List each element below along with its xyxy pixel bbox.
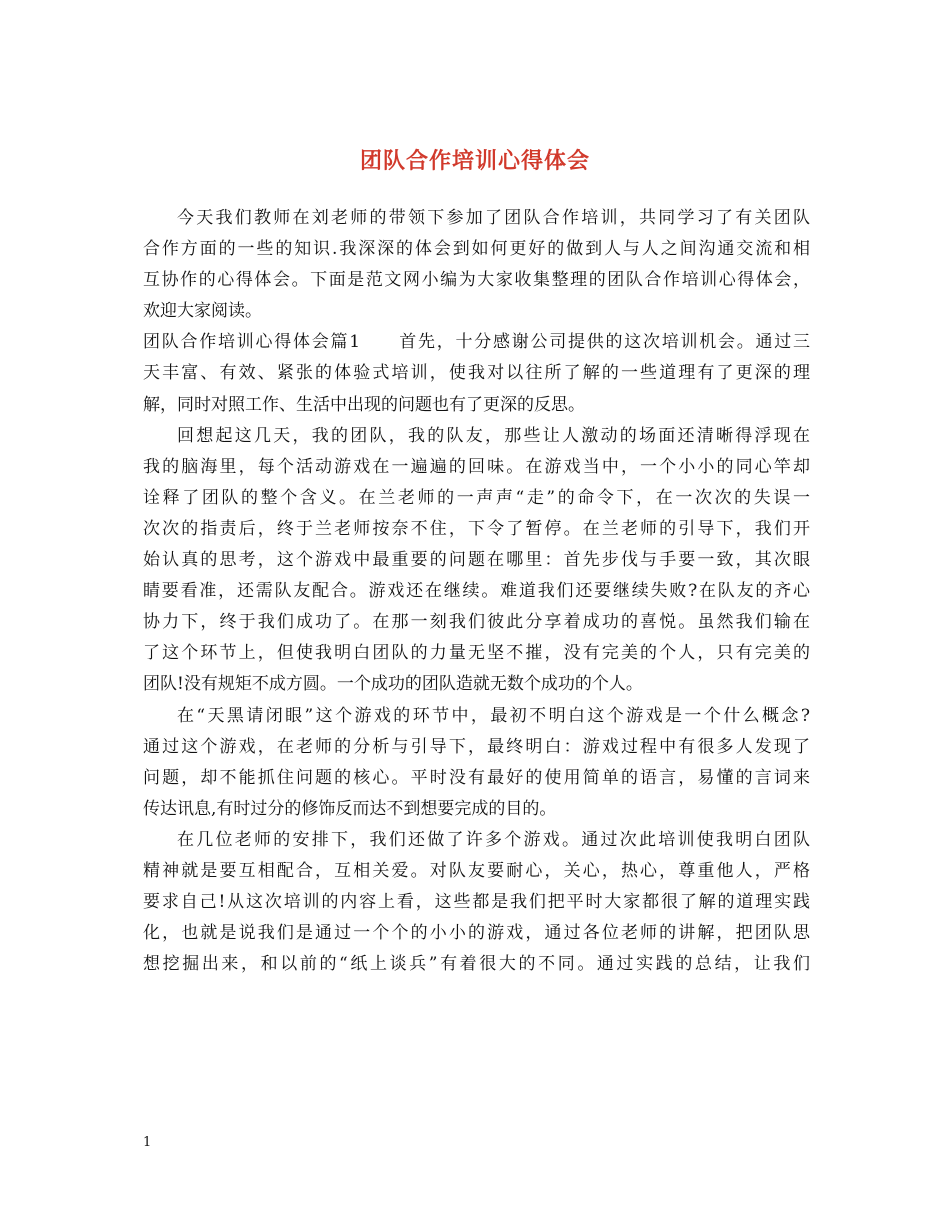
text-line: 精神就是要互相配合，互相关爱。对队友要耐心，关心，热心，尊重他人，严格 (143, 860, 810, 881)
text-line: 在几位老师的安排下，我们还做了许多个游戏。通过次此培训使我明白团队 (177, 829, 810, 850)
paragraph-section-1 (143, 327, 810, 420)
paragraph-intro (143, 203, 810, 327)
paragraph-memories (143, 421, 810, 701)
text-line: 想挖掘出来，和以前的“纸上谈兵”有着很大的不同。通过实践的总结，让我们 (143, 954, 810, 975)
text-line: 次次的指责后，终于兰老师按奈不住，下令了暂停。在兰老师的引导下，我们开 (143, 518, 810, 539)
document-body (143, 203, 810, 980)
text-line (143, 327, 810, 358)
text-line: 在“天黑请闭眼”这个游戏的环节中，最初不明白这个游戏是一个什么概念? (177, 705, 810, 726)
text-line: 始认真的思考，这个游戏中最重要的问题在哪里：首先步伐与手要一致，其次眼 (143, 550, 810, 571)
text-line: 问题，却不能抓住问题的核心。平时没有最好的使用简单的语言，易懂的言词来 (143, 767, 810, 788)
text-line: 今天我们教师在刘老师的带领下参加了团队合作培训，共同学习了有关团队 (177, 208, 810, 228)
text-line: 传达讯息,有时过分的修饰反而达不到想要完成的目的。 (143, 798, 557, 819)
text-line: 合作方面的一些的知识.我深深的体会到如何更好的做到人与人之间沟通交流和相 (143, 239, 810, 260)
document-title: 团队合作培训心得体会 (359, 147, 590, 174)
text-line: 欢迎大家阅读。 (143, 301, 262, 322)
text-line: 团队!没有规矩不成方圆。一个成功的团队造就无数个成功的个人。 (143, 674, 643, 695)
text-line: 通过这个游戏，在老师的分析与引导下，最终明白：游戏过程中有很多人发现了 (143, 736, 810, 757)
text-line: 我的脑海里，每个活动游戏在一遍遍的回味。在游戏当中，一个小小的同心竿却 (143, 456, 810, 477)
text-line: 回想起这几天，我的团队，我的队友，那些让人激动的场面还清晰得浮现在 (177, 425, 810, 446)
text-line: 要求自己!从这次培训的内容上看，这些都是我们把平时大家都很了解的道理实践 (143, 892, 810, 913)
text-line: 协力下，终于我们成功了。在那一刻我们彼此分享着成功的喜悦。虽然我们输在 (143, 612, 810, 633)
text-line: 互协作的心得体会。下面是范文网小编为大家收集整理的团队合作培训心得体会， (143, 270, 810, 291)
inline-text: 首先，十分感谢公司提供的这次培训机会。通过三 (399, 332, 810, 353)
paragraph-team-spirit (143, 825, 810, 980)
text-line: 天丰富、有效、紧张的体验式培训，使我对以往所了解的一些道理有了更深的理 (143, 363, 810, 384)
text-line: 诠释了团队的整个含义。在兰老师的一声声“走”的命令下，在一次次的失误一 (143, 487, 810, 508)
section-heading: 团队合作培训心得体会篇1 (143, 332, 361, 353)
heading-gap (360, 332, 399, 352)
text-line: 解，同时对照工作、生活中出现的问题也有了更深的反思。 (143, 394, 585, 415)
page-number: 1 (143, 1135, 152, 1150)
text-line: 睛要看准，还需队友配合。游戏还在继续。难道我们还要继续失败?在队友的齐心 (143, 581, 810, 602)
text-line: 了这个环节上，但使我明白团队的力量无坚不摧，没有完美的个人，只有完美的 (143, 643, 810, 664)
paragraph-night-game (143, 701, 810, 825)
text-line: 化，也就是说我们是通过一个个的小小的游戏，通过各位老师的讲解，把团队思 (143, 923, 810, 944)
